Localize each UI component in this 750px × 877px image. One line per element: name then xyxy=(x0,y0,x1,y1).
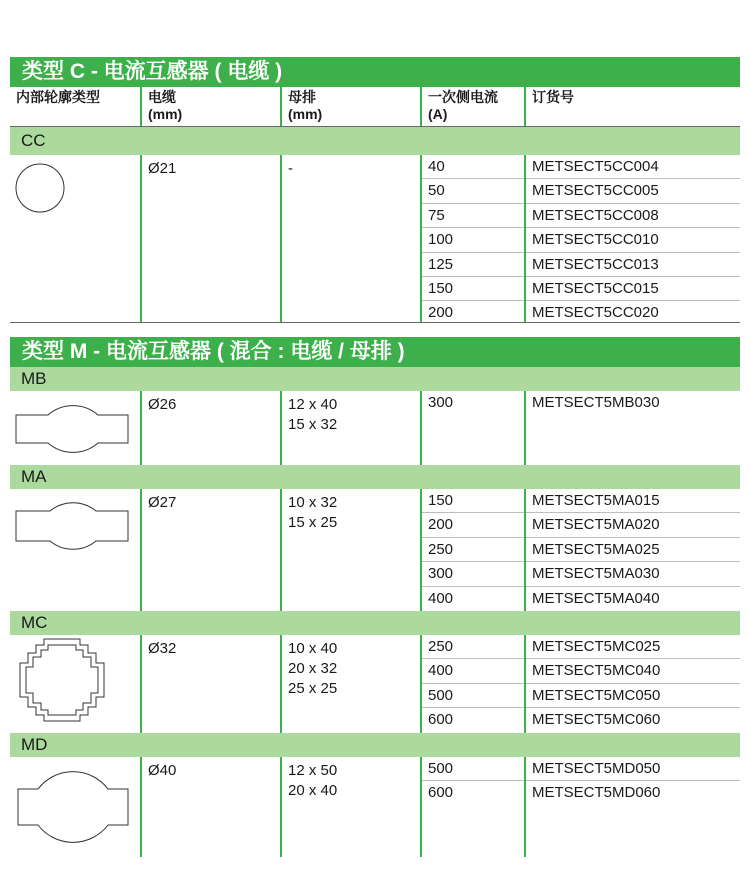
shape-cell-ma xyxy=(10,489,140,611)
section-m-title: 类型 M - 电流互感器 ( 混合 : 电缆 / 母排 ) xyxy=(10,337,740,367)
list-item: METSECT5MB030 xyxy=(532,394,660,411)
list-item: 40 xyxy=(422,155,524,179)
product-table xyxy=(10,57,740,857)
busbar-mc: 10 x 40 20 x 32 25 x 25 xyxy=(280,635,420,733)
list-item: 150 xyxy=(422,277,524,301)
md-profile-icon xyxy=(14,759,132,855)
list-item: METSECT5CC013 xyxy=(526,253,740,277)
list-item: 200 xyxy=(428,304,454,322)
header-cable: 电缆 (mm) xyxy=(140,87,280,126)
cable-mb: Ø26 xyxy=(140,391,280,465)
list-item: 300 xyxy=(422,562,524,586)
list-item: METSECT5MC060 xyxy=(532,711,661,729)
busbar-cc: - xyxy=(280,155,420,322)
current-list-ma xyxy=(420,489,524,611)
list-item: 50 xyxy=(422,179,524,203)
section-c-title: 类型 C - 电流互感器 ( 电缆 ) xyxy=(10,57,740,87)
current-list-mb xyxy=(420,391,524,465)
current-list-cc xyxy=(420,155,524,322)
list-item: 250 xyxy=(422,635,524,659)
cable-md: Ø40 xyxy=(140,757,280,857)
list-item: 300 xyxy=(428,394,454,411)
order-list-mb xyxy=(524,391,740,465)
current-list-md xyxy=(420,757,524,857)
busbar-ma: 10 x 32 15 x 25 xyxy=(280,489,420,611)
current-list-mc xyxy=(420,635,524,733)
group-cc xyxy=(10,155,740,323)
list-item: METSECT5CC008 xyxy=(526,204,740,228)
group-ma xyxy=(10,489,740,611)
cable-mc: Ø32 xyxy=(140,635,280,733)
shape-cell-md xyxy=(10,757,140,857)
ma-profile-icon xyxy=(14,495,132,557)
busbar-mb: 12 x 40 15 x 32 xyxy=(280,391,420,465)
busbar-md: 12 x 50 20 x 40 xyxy=(280,757,420,857)
mc-profile-icon xyxy=(14,637,114,723)
list-item: METSECT5MA040 xyxy=(532,589,660,607)
group-md xyxy=(10,757,740,857)
shape-cell-cc xyxy=(10,155,140,322)
order-list-ma xyxy=(524,489,740,611)
category-ma: MA xyxy=(10,465,740,489)
shape-cell-mc xyxy=(10,635,140,733)
list-item: METSECT5MC050 xyxy=(526,684,740,708)
list-item: METSECT5MC040 xyxy=(526,659,740,683)
list-item: 125 xyxy=(422,253,524,277)
circle-profile-icon xyxy=(14,162,66,214)
order-list-mc xyxy=(524,635,740,733)
list-item: METSECT5MD050 xyxy=(526,757,740,781)
shape-cell-mb xyxy=(10,391,140,465)
list-item: METSECT5MD060 xyxy=(532,784,661,802)
list-item: METSECT5MC025 xyxy=(526,635,740,659)
list-item: 400 xyxy=(422,659,524,683)
order-list-md xyxy=(524,757,740,857)
header-current: 一次侧电流 (A) xyxy=(420,87,524,126)
list-item: 150 xyxy=(422,489,524,513)
order-list-cc xyxy=(524,155,740,322)
list-item: 400 xyxy=(428,589,454,607)
header-busbar: 母排 (mm) xyxy=(280,87,420,126)
cable-ma: Ø27 xyxy=(140,489,280,611)
list-item: METSECT5CC015 xyxy=(526,277,740,301)
list-item: METSECT5MA030 xyxy=(526,562,740,586)
group-mc xyxy=(10,635,740,733)
category-cc: CC xyxy=(10,127,740,155)
list-item: METSECT5MA015 xyxy=(526,489,740,513)
list-item: METSECT5CC010 xyxy=(526,228,740,252)
header-order: 订货号 xyxy=(524,87,740,126)
mb-profile-icon xyxy=(14,405,132,453)
list-item: METSECT5CC020 xyxy=(532,304,659,322)
list-item: 75 xyxy=(422,204,524,228)
list-item: 600 xyxy=(428,784,454,802)
list-item: 100 xyxy=(422,228,524,252)
list-item: 600 xyxy=(428,711,454,729)
list-item: 200 xyxy=(422,513,524,537)
list-item: METSECT5CC005 xyxy=(526,179,740,203)
category-md: MD xyxy=(10,733,740,757)
list-item: METSECT5MA025 xyxy=(526,538,740,562)
category-mc: MC xyxy=(10,611,740,635)
list-item: 250 xyxy=(422,538,524,562)
group-mb xyxy=(10,391,740,465)
category-mb: MB xyxy=(10,367,740,391)
table-header xyxy=(10,87,740,127)
list-item: METSECT5MA020 xyxy=(526,513,740,537)
list-item: METSECT5CC004 xyxy=(526,155,740,179)
list-item: 500 xyxy=(422,757,524,781)
cable-cc: Ø21 xyxy=(140,155,280,322)
header-shape: 内部轮廓类型 xyxy=(16,89,100,105)
list-item: 500 xyxy=(422,684,524,708)
